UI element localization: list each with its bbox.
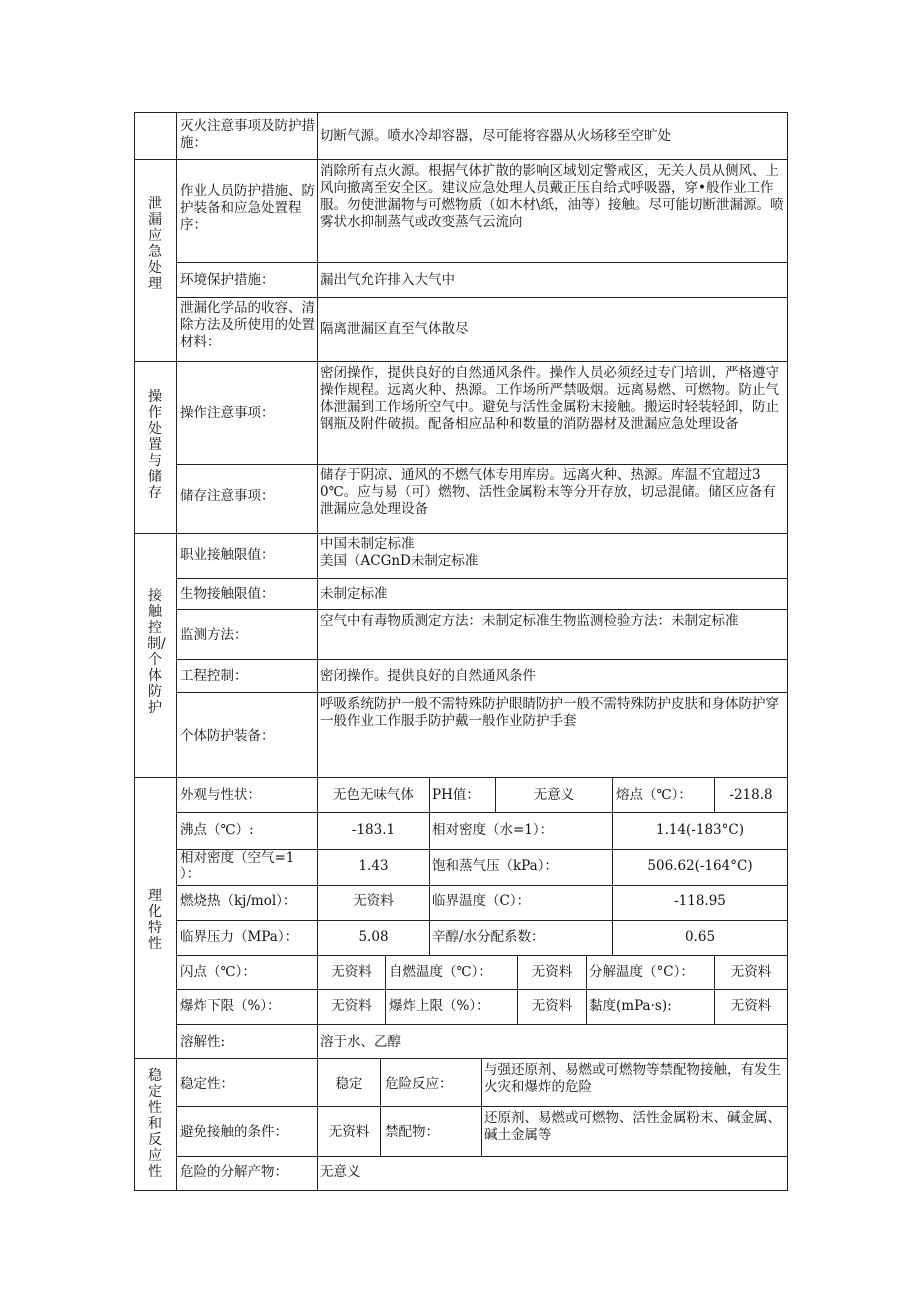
physchem-ct-label: 临界温度（C）： (432, 893, 531, 909)
stability-hazrx-label: 危险反应： (385, 1076, 453, 1092)
physchem-mp-label: 熔点（℃）： (616, 787, 692, 803)
leak-collect-label: 泄漏化学品的收容、清除方法及所使用的处置材料： (180, 300, 315, 350)
exposure-eng-label: 工程控制： (180, 668, 248, 684)
physchem-uel-label: 爆炸上限（%）： (389, 998, 490, 1014)
physchem-autoign-value: 无资料 (531, 964, 573, 980)
leak-personal-label: 作业人员防护措施、防护装备和应急处置程序： (180, 183, 315, 233)
exposure-bio-label: 生物接触限值： (180, 586, 275, 602)
exposure-occ-label: 职业接触限值： (180, 547, 275, 563)
section-handling: 操作处置与储存 (148, 389, 162, 501)
physchem-rel-water-value: 1.14(-183°C) (655, 822, 744, 838)
stability-stab-value: 稳定 (335, 1076, 363, 1092)
physchem-appearance-value: 无色无味气体 (333, 787, 414, 803)
leak-collect-value: 隔离泄漏区直至气体散尽 (320, 321, 469, 337)
physchem-logp-value: 0.65 (684, 929, 716, 945)
physchem-autoign-label: 自燃温度（℃）： (389, 964, 492, 980)
fire-label: 灭火注意事项及防护措施： (180, 118, 315, 151)
physchem-flash-value: 无资料 (331, 964, 372, 980)
physchem-appearance-label: 外观与性状： (180, 787, 261, 803)
exposure-mon-value: 空气中有毒物质测定方法：未制定标准生物监测检验方法：未制定标准 (320, 613, 739, 629)
stability-avoid-label: 避免接触的条件： (180, 1124, 288, 1140)
leak-personal-value: 消除所有点火源。根据气体扩散的影响区域划定警戒区，无关人员从侧风、上风向撤离至安全区。建议应急处理人员戴正压自给式呼吸器，穿•般作业工作服。勿使泄漏物与可燃物质（如木材\纸，油等）接触。尽可能切断泄漏源。喷雾状水抑制蒸气或改变蒸气云流向 (320, 163, 784, 230)
handling-store-label: 储存注意事项： (180, 488, 275, 504)
section-stability: 稳定性和反应性 (148, 1068, 162, 1180)
exposure-bio-value: 未制定标准 (320, 586, 388, 602)
physchem-uel-value: 无资料 (531, 998, 573, 1014)
exposure-eng-value: 密闭操作。提供良好的自然通风条件 (320, 668, 536, 684)
physchem-sol-value: 溶于水、乙醇 (320, 1034, 401, 1050)
physchem-rel-water-label: 相对密度（水=1）： (432, 822, 554, 838)
physchem-flash-label: 闪点（℃）： (180, 964, 256, 980)
physchem-bp-label: 沸点（℃）: (180, 822, 254, 838)
section-physchem: 理化特性 (148, 888, 162, 952)
physchem-vp-label: 饱和蒸气压（kPa）： (432, 858, 558, 874)
section-exposure: 接触控制/个体防护 (147, 588, 166, 716)
physchem-vp-value: 506.62(-164°C) (647, 858, 753, 874)
physchem-decomp-label: 分解温度（°C）： (589, 964, 694, 980)
physchem-mp-value: -218.8 (729, 787, 773, 803)
physchem-lel-label: 爆炸下限（%）： (180, 998, 281, 1014)
section-leak: 泄漏应急处理 (148, 196, 162, 292)
physchem-visc-label: 黏度(mPa·s): (589, 998, 672, 1014)
handling-op-value: 密闭操作，提供良好的自然通风条件。操作人员必须经过专门培训，严格遵守操作规程。远离火种、热源。工作场所严禁吸烟。远离易燃、可燃物。防止气体泄漏到工作场所空气中。避免与活性金属粉末接触。搬运时轻装轻卸，防止钢瓶及附件破损。配备相应品种和数量的消防器材及泄漏应急处理设备 (320, 365, 779, 432)
stability-hazrx-value: 与强还原剂、易燃或可燃物等禁配物接触，有发生火灾和爆炸的危险 (484, 1062, 781, 1095)
leak-env-label: 环境保护措施： (180, 272, 275, 288)
physchem-ph-value: 无意义 (533, 787, 575, 803)
physchem-ph-label: PH值： (432, 787, 480, 803)
exposure-occ-line1: 中国未制定标准 (320, 536, 415, 552)
stability-incompat-label: 禁配物： (385, 1124, 439, 1140)
physchem-visc-value: 无资料 (730, 998, 772, 1014)
stability-decomp-value: 无意义 (320, 1164, 361, 1180)
exposure-ppe-label: 个体防护装备： (180, 728, 275, 744)
exposure-mon-label: 监测方法： (180, 627, 248, 643)
stability-decomp-label: 危险的分解产物： (180, 1164, 288, 1180)
physchem-bp-value: -183.1 (351, 822, 396, 838)
physchem-cp-label: 临界压力（MPa）： (180, 929, 299, 945)
stability-incompat-value: 还原剂、易燃或可燃物、活性金属粉末、碱金属、碱土金属等 (484, 1110, 781, 1143)
leak-env-value: 漏出气允许排入大气中 (320, 272, 455, 288)
physchem-cp-value: 5.08 (358, 929, 389, 945)
exposure-ppe-value: 呼吸系统防护一般不需特殊防护眼睛防护一般不需特殊防护皮肤和身体防护穿一般作业工作服手防护戴一般作业防护手套 (320, 696, 779, 729)
physchem-ct-value: -118.95 (674, 893, 726, 909)
exposure-occ-line2: 美国（ACGnD未制定标准 (320, 553, 479, 569)
physchem-rel-air-label-1: 相对密度（空气=1 (180, 850, 295, 866)
physchem-sol-label: 溶解性: (180, 1034, 226, 1050)
physchem-logp-label: 辛醇/水分配系数： (432, 929, 545, 945)
physchem-rel-air-label-2: ）： (180, 866, 201, 882)
physchem-heat-value: 无资料 (353, 893, 394, 909)
physchem-lel-value: 无资料 (331, 998, 372, 1014)
handling-op-label: 操作注意事项： (180, 405, 275, 421)
physchem-decomp-value: 无资料 (730, 964, 772, 980)
physchem-heat-label: 燃烧热（kj/mol）： (180, 893, 297, 909)
handling-store-value: 储存于阴凉、通风的不燃气体专用库房。远离火种、热源。库温不宜超过30℃。应与易（可）燃物、活性金属粉末等分开存放，切忌混储。储区应备有泄漏应急处理设备 (320, 467, 776, 517)
stability-avoid-value: 无资料 (328, 1124, 370, 1140)
stability-stab-label: 稳定性： (180, 1076, 234, 1092)
fire-value: 切断气源。喷水冷却容器，尽可能将容器从火场移至空旷处 (320, 128, 671, 144)
physchem-rel-air-value: 1.43 (358, 858, 389, 874)
